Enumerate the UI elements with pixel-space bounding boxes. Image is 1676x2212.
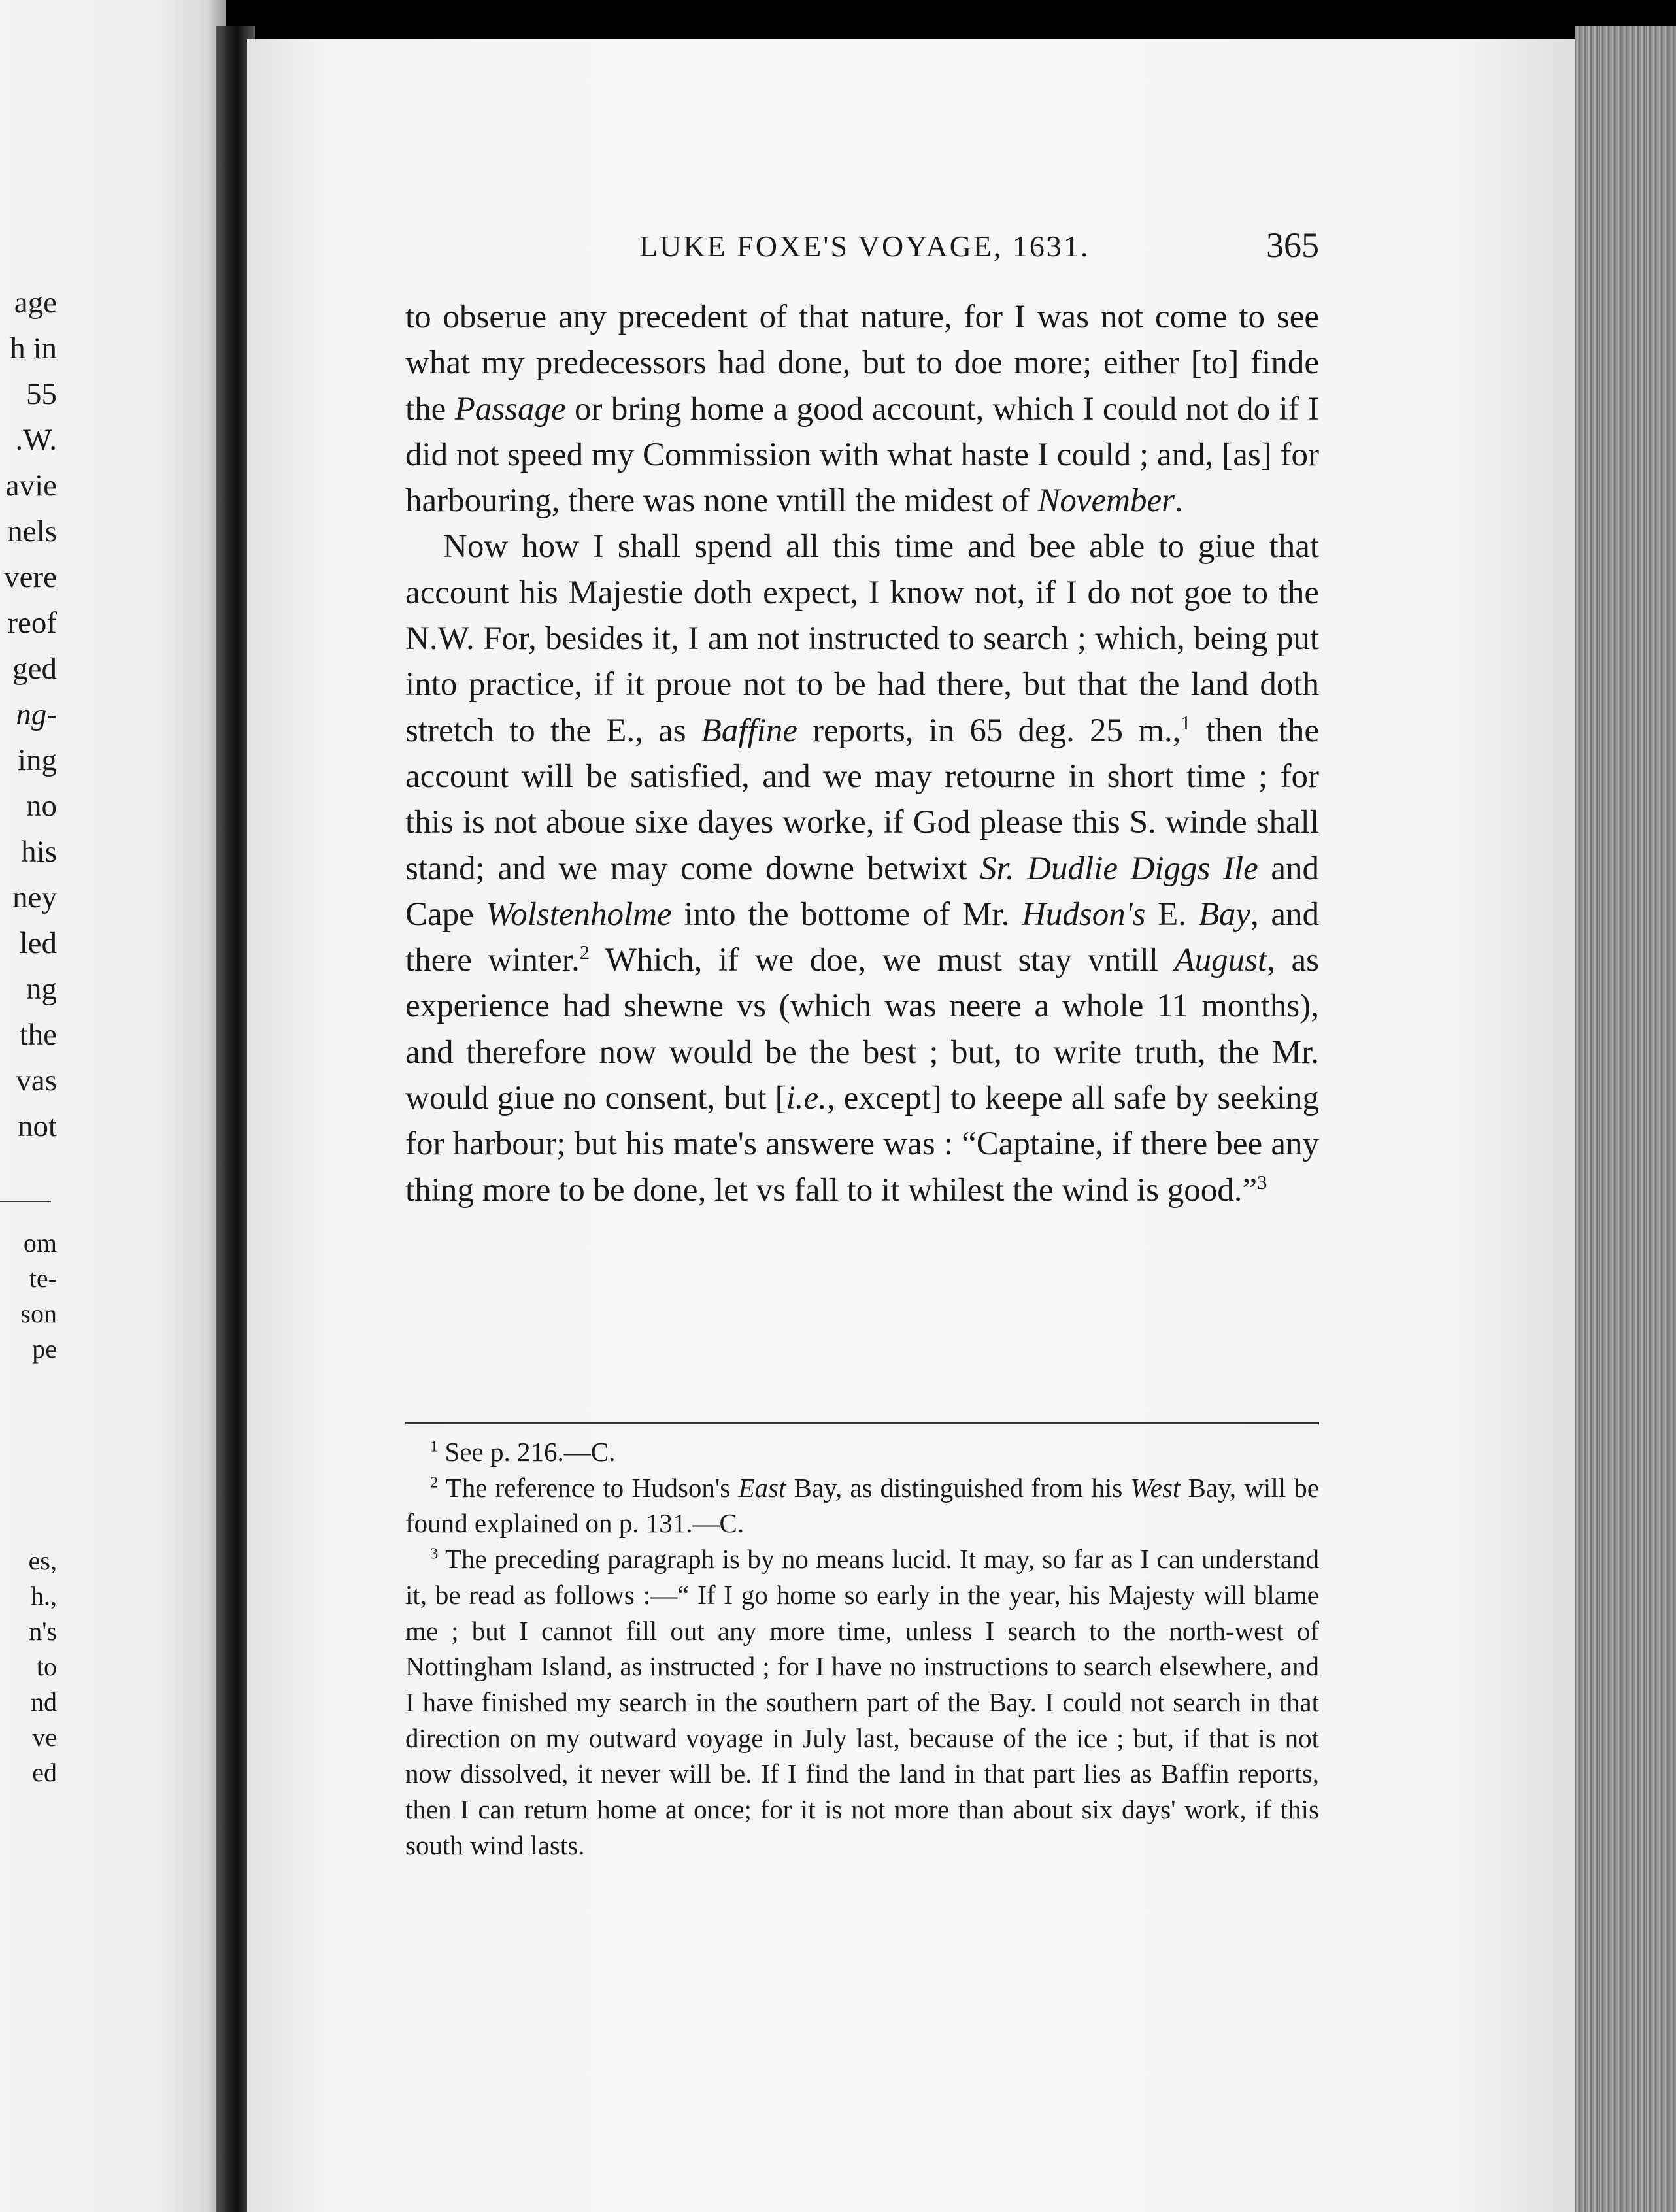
paragraph: Now how I shall spend all this time and bee able to giue that account his Majestie doth expect, I know not, if I do not goe to the N.W. For, besides it, I am not instructed to search ; which, being put into practice, if it proue not to be had there, but that the land doth stretch to the E., as Baffine reports, in 65 deg. 25 m.,$^1$ then the account will be satisfied, and we may retourne in short time ; for this is not aboue sixe dayes worke, if God please this S. winde shall stand; and we may come downe betwixt Sr. Dudlie Diggs Ile and Cape Wolstenholme into the bottome of Mr. Hudson's E. Bay, and there winter.$^2$ Which, if we doe, we must stay vntill August, as experience had shewne vs (which was neere a whole 11 months), and therefore now would be the best ; but, to write truth, the Mr. would giue no consent, but [i.e., except] to keepe all safe by seeking for harbour; but his mate's answere was : “Captaine, if there bee any thing more to be done, let vs fall to it whilest the wind is good.”$^3$ <box>405 528 1320 1209</box>
footnote: $^2$ The reference to Hudson's East Bay, as distinguished from his West Bay, will be found explained on p. 131.—C. <box>405 1472 1319 1539</box>
facing-line: ged <box>12 652 57 686</box>
facing-line: ng <box>26 972 57 1006</box>
facing-line: ney <box>12 880 57 914</box>
page-number: 365 <box>1266 226 1319 265</box>
footnote-ref: 3 <box>1257 1171 1267 1194</box>
facing-footnote-line: h., <box>31 1581 57 1611</box>
facing-line: vere <box>4 560 57 594</box>
facing-footnote-line: ed <box>32 1758 57 1787</box>
facing-footnote-line: pe <box>32 1334 57 1364</box>
running-header <box>639 226 1319 281</box>
facing-line: avie <box>5 469 57 503</box>
facing-line: reof <box>7 606 57 640</box>
facing-footnote-line: om <box>23 1228 57 1258</box>
paragraph: to obserue any precedent of that nature, for I was not come to see what my predecessors had done, but to doe more; either [to] finde the Passage or bring home a good account, which I could not do if I did not speed my Commission with what haste I could ; and, [as] for harbouring, there was none vntill the midest of November. <box>405 299 1319 520</box>
facing-line: ing <box>17 743 57 777</box>
facing-line: .W. <box>15 423 57 457</box>
facing-line: h in <box>10 331 57 365</box>
facing-footnote-line: ve <box>32 1722 57 1752</box>
book-page-edges <box>1575 26 1676 2212</box>
footnotes <box>405 1434 1319 1863</box>
footnote: $^1$ See p. 216.—C. <box>430 1437 616 1467</box>
facing-footnote-line: te- <box>29 1264 57 1293</box>
facing-line: led <box>19 926 57 960</box>
facing-line: 55 <box>26 377 57 411</box>
facing-line: no <box>26 789 57 823</box>
facing-line: ng- <box>16 697 57 731</box>
facing-line: his <box>21 835 57 869</box>
facing-footnote-rule <box>0 1201 51 1202</box>
facing-footnote-line: son <box>20 1299 57 1328</box>
facing-footnote-line: to <box>36 1652 57 1681</box>
footnote-ref: 2 <box>579 941 590 964</box>
running-title: LUKE FOXE'S VOYAGE, 1631. <box>639 229 1090 263</box>
facing-footnote-line: es, <box>28 1546 57 1575</box>
facing-line: the <box>19 1018 57 1052</box>
footnote: $^3$ The preceding paragraph is by no means lucid. It may, so far as I can understand it, be read as follows :—“ If I go home so early in the year, his Majesty will blame me ; but I cannot fill out any more time, unless I search to the north-west of Nottingham Island, as instructed ; for I have no instructions to search elsewhere, and I have finished my search in the southern part of the Bay. I could not search in that direction on my outward voyage in July last, because of the ice ; but, if that is not now dissolved, it never will be. If I find the land in that part lies as Baffin reports, then I can return home at once; for it is not more than about six days' work, if this south wind lasts. <box>405 1544 1319 1860</box>
facing-line: not <box>17 1109 57 1143</box>
facing-line: nels <box>7 514 57 548</box>
facing-line: vas <box>16 1064 57 1098</box>
facing-footnote-line: nd <box>31 1687 57 1717</box>
facing-footnote-line: n's <box>29 1617 57 1646</box>
facing-line: age <box>14 286 57 320</box>
body-text <box>405 294 1319 1213</box>
facing-page <box>0 0 226 2212</box>
footnote-ref: 1 <box>1181 711 1191 734</box>
footnote-rule <box>405 1422 1319 1424</box>
